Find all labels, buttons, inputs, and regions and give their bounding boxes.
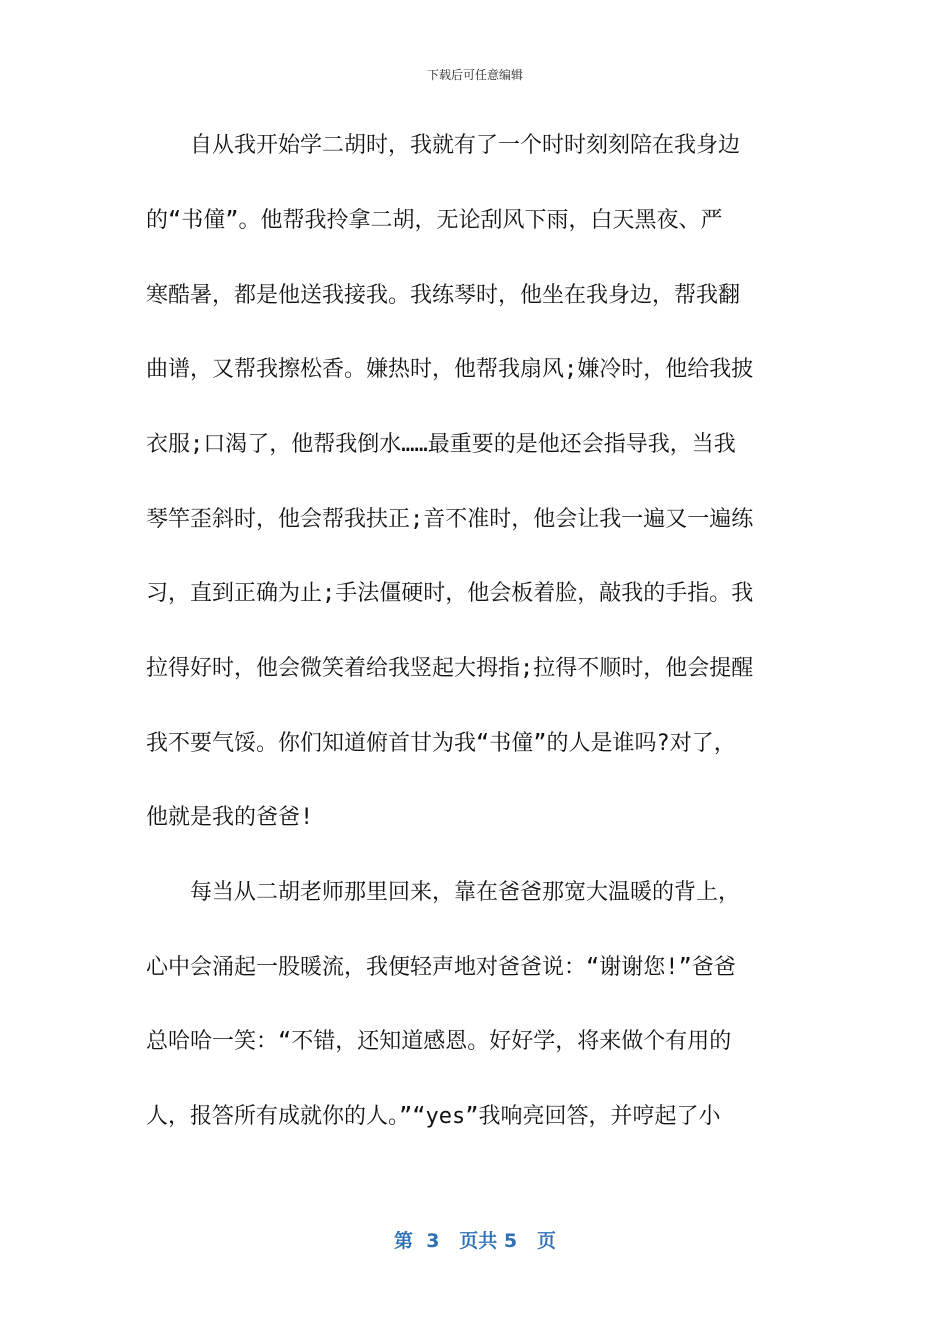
text-line-5: 衣服;口渴了，他帮我倒水……最重要的是他还会指导我，当我 <box>146 432 736 457</box>
text-line-3: 寒酷暑，都是他送我接我。我练琴时，他坐在我身边，帮我翻 <box>146 283 741 308</box>
text-line-1: 自从我开始学二胡时，我就有了一个时时刻刻陪在我身边 <box>146 133 741 158</box>
text-line-7: 习，直到正确为止;手法僵硬时，他会板着脸，敲我的手指。我 <box>146 581 754 606</box>
text-line-9: 我不要气馁。你们知道俯首甘为我“书僮”的人是谁吗?对了， <box>146 731 736 756</box>
text-line-8: 拉得好时，他会微笑着给我竖起大拇指;拉得不顺时，他会提醒 <box>146 656 754 681</box>
text-line-4: 曲谱，又帮我擦松香。嫌热时，他帮我扇风;嫌冷时，他给我披 <box>146 357 754 382</box>
text-line-13: 总哈哈一笑：“不错，还知道感恩。好好学，将来做个有用的 <box>146 1029 732 1054</box>
text-line-10: 他就是我的爸爸! <box>146 805 314 830</box>
text-line-6: 琴竿歪斜时，他会帮我扶正;音不准时，他会让我一遍又一遍练 <box>146 507 754 532</box>
page-header: 下载后可任意编辑 <box>426 68 523 82</box>
text-line-2: 的“书僮”。他帮我拎拿二胡，无论刮风下雨，白天黑夜、严 <box>146 208 723 233</box>
text-line-11: 每当从二胡老师那里回来，靠在爸爸那宽大温暖的背上， <box>146 880 741 905</box>
text-line-14: 人，报答所有成就你的人。”“yes”我响亮回答，并哼起了小 <box>146 1104 721 1129</box>
text-line-12: 心中会涌起一股暖流，我便轻声地对爸爸说：“谢谢您!”爸爸 <box>146 955 736 980</box>
page-footer: 第 3 页共 5 页 <box>394 1230 556 1252</box>
